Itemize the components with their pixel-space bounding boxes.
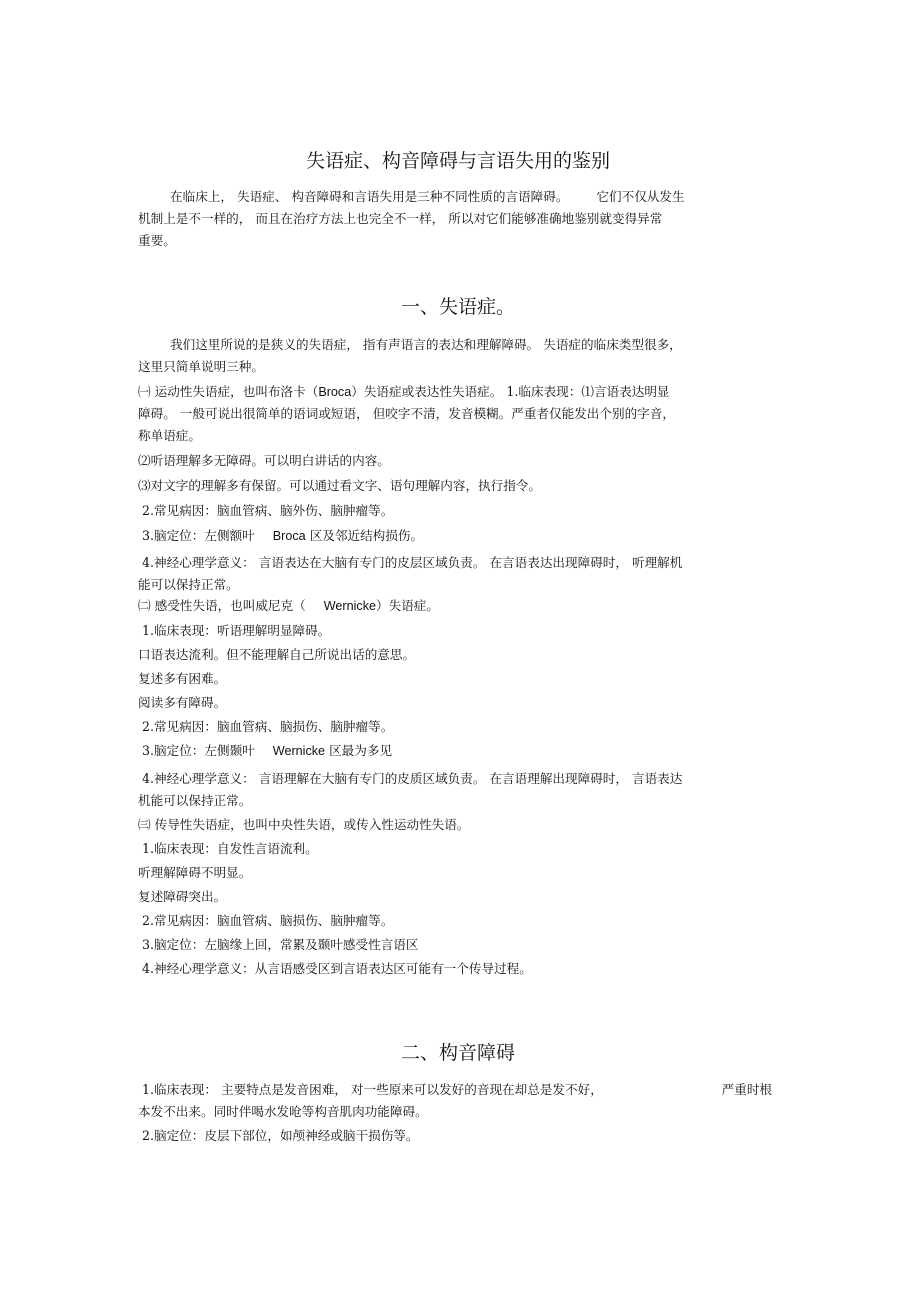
- wernicke-heading: ㈡ 感受性失语，也叫威尼克（ Wernicke）失语症。: [138, 598, 439, 613]
- dysarthria-block: 1.临床表现： 主要特点是发音困难， 对一些原来可以发好的音现在却总是发不好， 严重时根 本发不出来。同时伴喝水发呛等构音肌肉功能障碍。 2.脑定位：皮层下部位，如颅神经或脑干损伤等。: [138, 1082, 772, 1143]
- section-1-intro: 我们这里所说的是狭义的失语症， 指有声语言的表达和理解障碍。 失语症的临床类型很多， 这里只简单说明三种。: [138, 337, 682, 374]
- conduction-block: ㈢ 传导性失语症，也叫中央性失语，或传入性运动性失语。 1.临床表现：自发性言语流利。 听理解障碍不明显。 复述障碍突出。 2.常见病因：脑血管病、脑损伤、脑肿瘤等。 3.脑定位：左脑缘上回，常累及颞叶感受性言语区 4.神经心理学意义：从言语感受区到言语表达区可能有一个传导过程。: [138, 814, 778, 980]
- intro-paragraph: 在临床上， 失语症、 构音障碍和言语失用是三种不同性质的言语障碍。 它们不仅从发生 机制上是不一样的， 而且在治疗方法上也完全不一样， 所以对它们能够准确地鉴别就变得异常 重要。: [138, 189, 685, 248]
- wernicke-block: ㈡ 感受性失语，也叫威尼克（ Wernicke）失语症。 1.临床表现：听语理解明显障碍。 口语表达流利。但不能理解自己所说出话的意思。 复述多有困难。 阅读多有障碍。 2.常见病因：脑血管病、脑损伤、脑肿瘤等。 3.脑定位：左侧颞叶 Wernicke 区最为多见 4.神经心理学意义： 言语理解在大脑有专门的皮质区域负责。 在言语理解出现障碍时， 言语表达 机能可以保持正常。: [138, 595, 778, 812]
- section-2-title: 二、构音障碍: [400, 1042, 515, 1064]
- broca-block: ㈠ 运动性失语症，也叫布洛卡（Broca）失语症或表达性失语症。 1.临床表现：⑴言语表达明显 障碍。 一般可说出很简单的语词或短语， 但咬字不清，发音模糊。严重者仅能发出个别的字音， 称单语症。 ⑵听语理解多无障碍。可以明白讲话的内容。 ⑶对文字的理解多有保留。可以通过看文字、语句理解内容，执行指令。 2.常见病因：脑血管病、脑外伤、脑肿瘤等。 3.脑定位：左侧额叶 Broca 区及邻近结构损伤。 4.神经心理学意义： 言语表达在大脑有专门的皮层区域负责。 在言语表达出现障碍时， 听理解机 能可以保持正常。: [138, 381, 778, 596]
- section-1-title: 一、失语症。: [400, 296, 515, 318]
- document-title: 失语症、构音障碍与言语失用的鉴别: [305, 150, 610, 172]
- document-page: [138, 0, 778, 1303]
- conduction-heading: ㈢ 传导性失语症，也叫中央性失语，或传入性运动性失语。: [138, 817, 470, 832]
- broca-heading: ㈠ 运动性失语症，也叫布洛卡（Broca）失语症或表达性失语症。 1.临床表现：⑴言语表达明显: [138, 384, 670, 399]
